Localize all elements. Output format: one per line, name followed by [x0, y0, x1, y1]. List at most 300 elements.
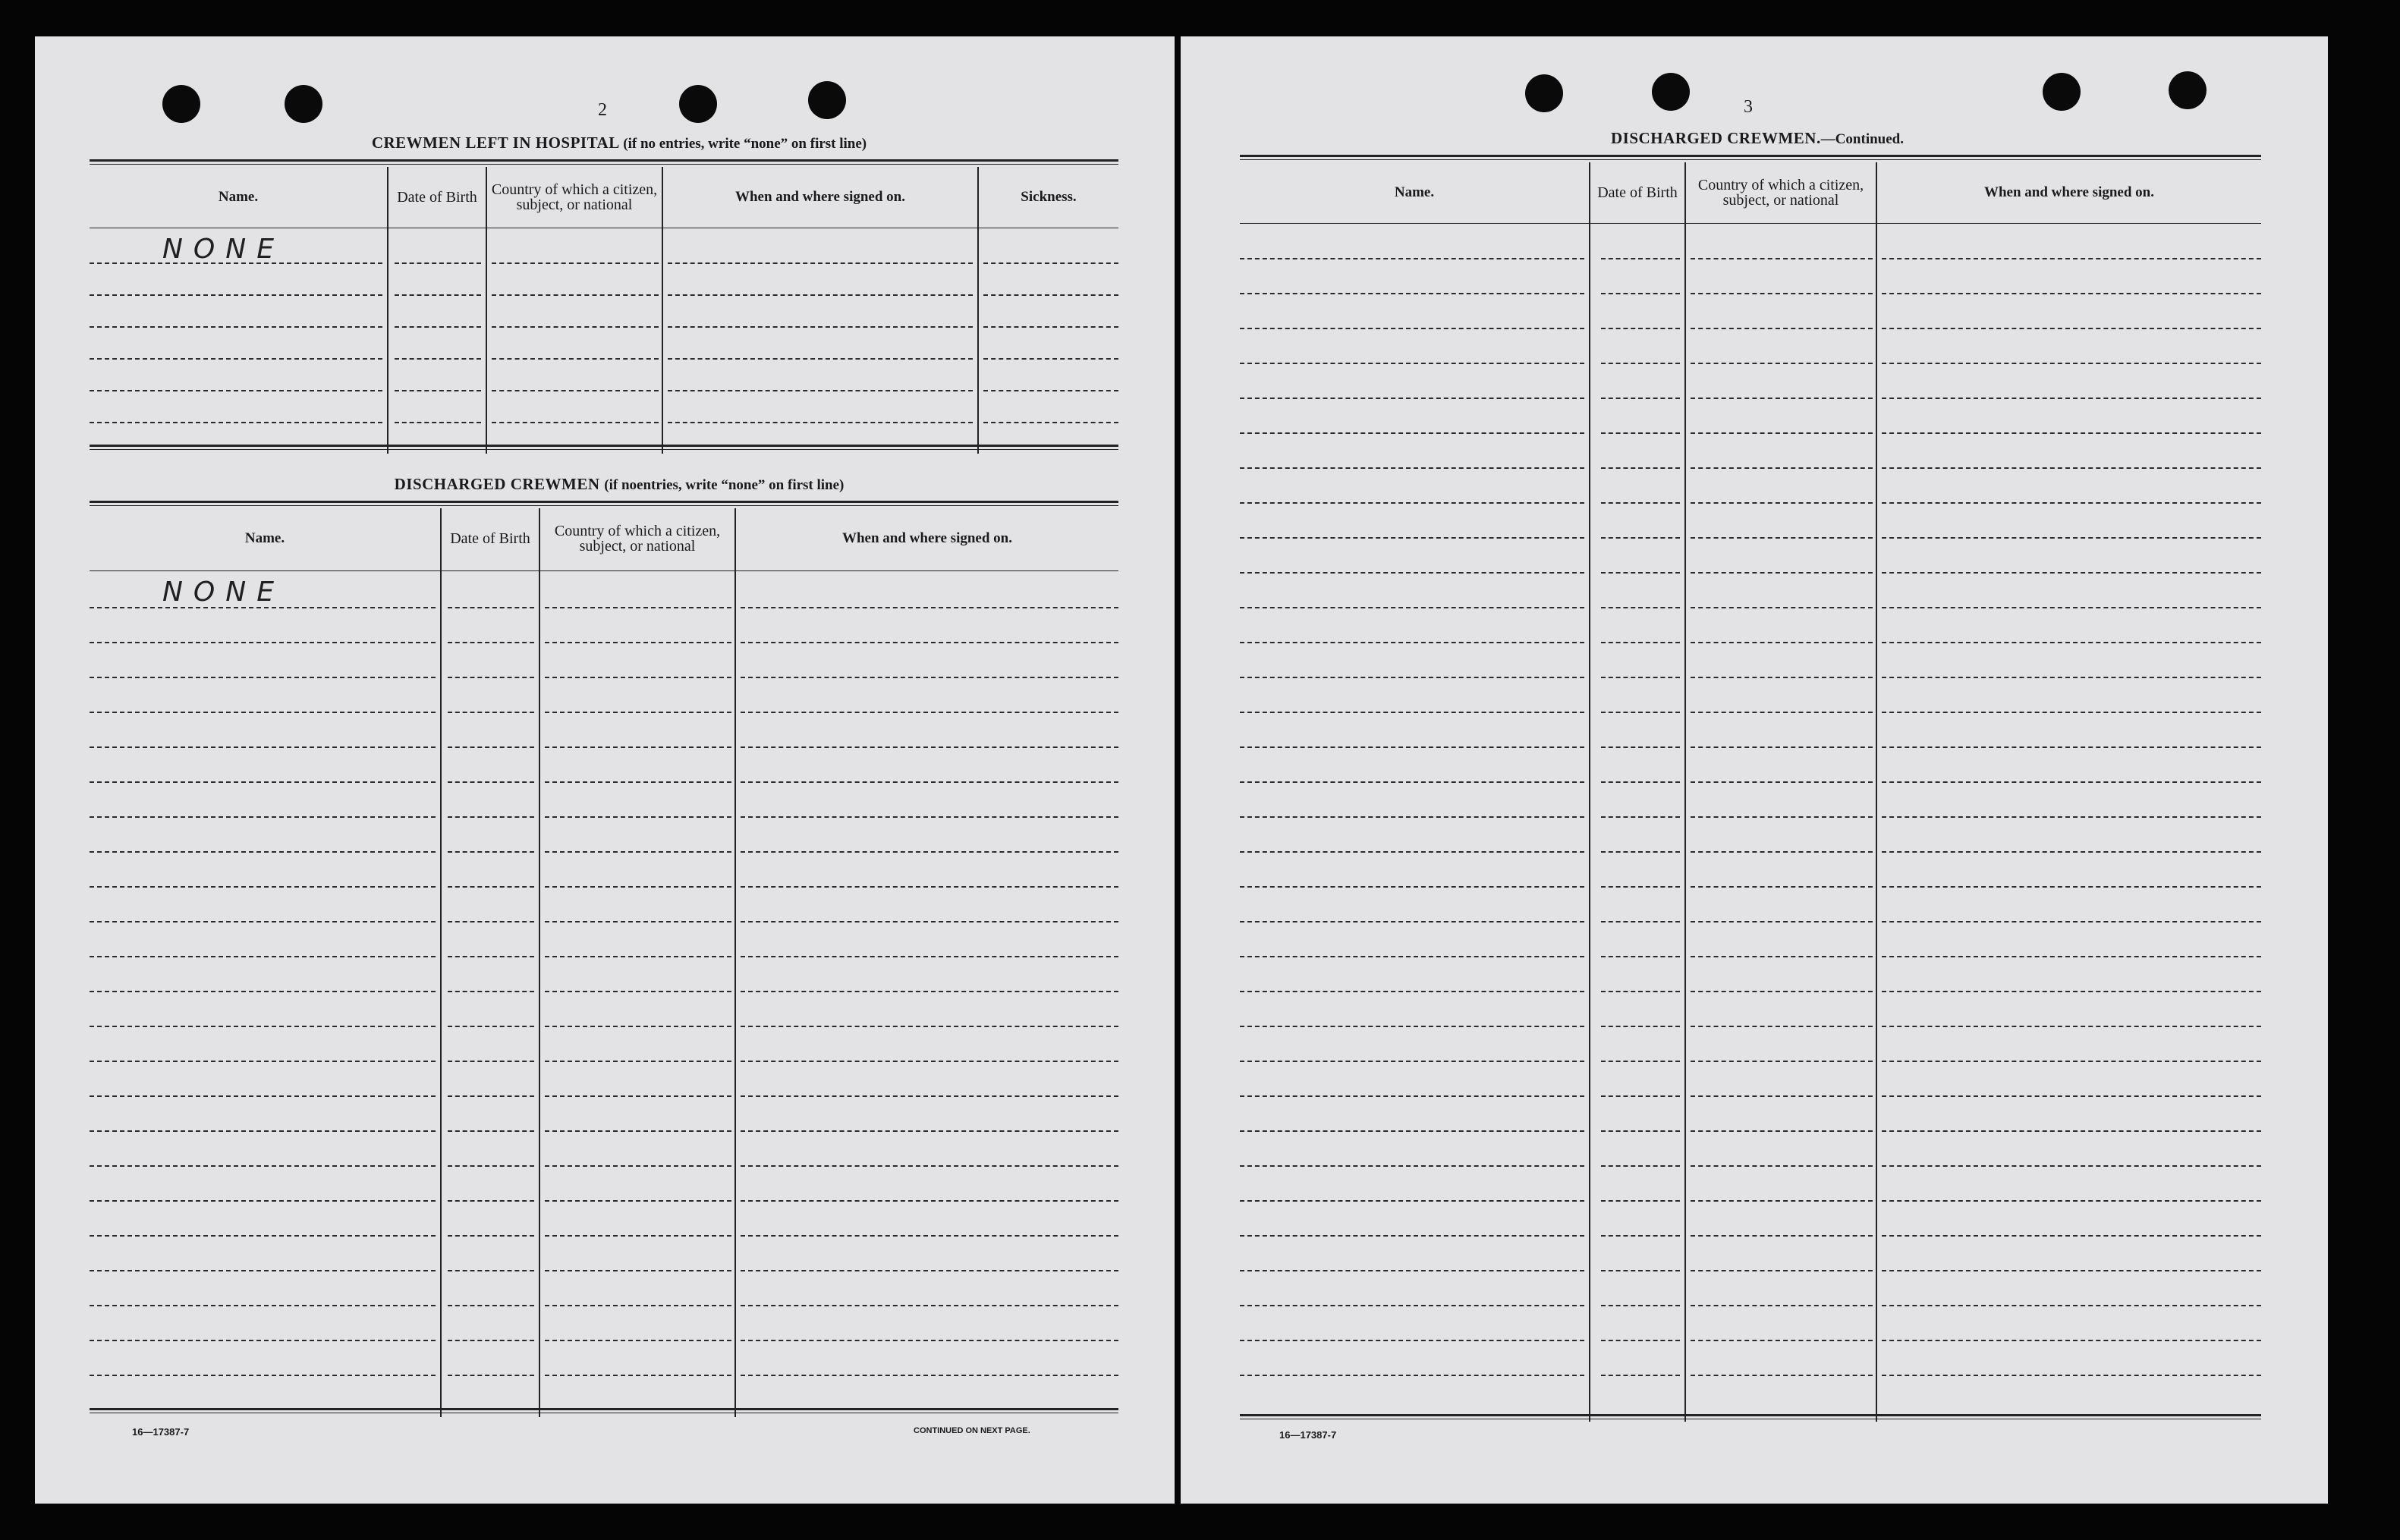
- column-divider: [734, 508, 736, 1417]
- ruled-line: [90, 712, 436, 713]
- ruled-line: [492, 390, 659, 391]
- ruled-line: [1691, 886, 1873, 888]
- ruled-line: [1601, 851, 1680, 853]
- ruled-line: [448, 1340, 534, 1341]
- column-header-signed-on: When and where signed on.: [841, 530, 1012, 546]
- hospital-subtitle-text: (if no entries, write “none” on first line): [623, 136, 867, 152]
- column-header-name: Name.: [244, 530, 285, 546]
- ruled-line: [90, 956, 436, 957]
- ruled-line: [1240, 1340, 1584, 1341]
- ruled-line: [90, 1305, 436, 1306]
- ruled-line: [1691, 956, 1873, 957]
- ruled-line: [668, 358, 973, 360]
- ruled-line: [1601, 781, 1680, 783]
- ruled-line: [90, 677, 436, 678]
- ruled-line: [1691, 1165, 1873, 1167]
- punch-hole-icon: [2169, 71, 2207, 109]
- ruled-line: [448, 1235, 534, 1237]
- ruled-line: [1240, 816, 1584, 818]
- ruled-line: [90, 816, 436, 818]
- ruled-line: [1601, 432, 1680, 434]
- ruled-line: [741, 1061, 1118, 1062]
- ruled-line: [90, 886, 436, 888]
- ruled-line: [545, 746, 731, 748]
- ruled-line: [741, 921, 1118, 922]
- ruled-line: [1691, 328, 1873, 329]
- column-header-signed-on: When and where signed on.: [734, 189, 905, 205]
- ruled-line: [90, 1340, 436, 1341]
- ruled-line: [1601, 1130, 1680, 1132]
- ruled-line: [1601, 1026, 1680, 1027]
- ruled-line: [1601, 398, 1680, 399]
- ruled-line: [1691, 712, 1873, 713]
- ruled-line: [1691, 816, 1873, 818]
- ruled-line: [448, 781, 534, 783]
- ruled-line: [492, 422, 659, 423]
- ruled-line: [1691, 572, 1873, 574]
- ruled-line: [1240, 572, 1584, 574]
- ruled-line: [1882, 1375, 2261, 1376]
- discharged-table: [90, 501, 1118, 1463]
- ruled-line: [90, 1235, 436, 1237]
- ruled-line: [545, 956, 731, 957]
- ruled-line: [545, 1061, 731, 1062]
- continued-note: CONTINUED ON NEXT PAGE.: [914, 1426, 1030, 1435]
- ruled-line: [1601, 677, 1680, 678]
- punch-hole-icon: [679, 85, 717, 123]
- ruled-line: [545, 1270, 731, 1271]
- ruled-line: [90, 781, 436, 783]
- ruled-line: [668, 262, 973, 264]
- ruled-line: [545, 1165, 731, 1167]
- ruled-line: [492, 358, 659, 360]
- ruled-line: [1882, 1026, 2261, 1027]
- ruled-line: [448, 851, 534, 853]
- ruled-line: [741, 1200, 1118, 1202]
- ruled-line: [1691, 258, 1873, 259]
- ruled-line: [395, 358, 481, 360]
- ruled-line: [90, 921, 436, 922]
- ruled-line: [90, 1130, 436, 1132]
- form-number: 16—17387-7: [132, 1426, 190, 1438]
- ruled-line: [1240, 851, 1584, 853]
- ruled-line: [741, 1130, 1118, 1132]
- ruled-line: [983, 326, 1118, 328]
- ruled-line: [90, 422, 382, 423]
- ruled-line: [1240, 1305, 1584, 1306]
- ruled-line: [90, 1200, 436, 1202]
- ruled-line: [1240, 886, 1584, 888]
- punch-hole-icon: [162, 85, 200, 123]
- ruled-line: [1882, 363, 2261, 364]
- ruled-line: [983, 294, 1118, 296]
- ruled-line: [1240, 677, 1584, 678]
- ruled-line: [1882, 293, 2261, 294]
- ruled-line: [1240, 1235, 1584, 1237]
- ruled-line: [1240, 781, 1584, 783]
- ruled-line: [1882, 1270, 2261, 1271]
- ruled-line: [448, 886, 534, 888]
- ruled-line: [1882, 851, 2261, 853]
- page-number: 2: [598, 100, 607, 120]
- ruled-line: [1601, 1200, 1680, 1202]
- ruled-line: [741, 677, 1118, 678]
- ruled-line: [1240, 467, 1584, 469]
- ruled-line: [545, 1305, 731, 1306]
- ruled-line: [1691, 607, 1873, 608]
- ruled-line: [448, 1130, 534, 1132]
- ruled-line: [1882, 677, 2261, 678]
- bottom-double-rule: [1240, 1414, 2261, 1419]
- ruled-line: [983, 390, 1118, 391]
- ruled-line: [448, 746, 534, 748]
- ruled-line: [492, 294, 659, 296]
- ruled-line: [741, 607, 1118, 608]
- ruled-line: [1882, 886, 2261, 888]
- punch-hole-icon: [2043, 73, 2081, 111]
- ruled-line: [448, 956, 534, 957]
- ruled-line: [1240, 1165, 1584, 1167]
- ruled-line: [1240, 921, 1584, 922]
- ruled-line: [545, 921, 731, 922]
- ruled-line: [1240, 1130, 1584, 1132]
- column-header-name: Name.: [218, 189, 259, 205]
- ruled-line: [545, 607, 731, 608]
- ruled-line: [1601, 816, 1680, 818]
- ruled-line: [1882, 921, 2261, 922]
- ruled-line: [1882, 712, 2261, 713]
- ruled-line: [1691, 1340, 1873, 1341]
- discharged-continued-table: [1240, 155, 2261, 1463]
- ruled-line: [1882, 328, 2261, 329]
- ruled-line: [1240, 642, 1584, 643]
- ruled-line: [1240, 328, 1584, 329]
- column-header-country: Country of which a citizen, subject, or national: [1697, 177, 1864, 209]
- ruled-line: [1601, 1305, 1680, 1306]
- page-number: 3: [1744, 97, 1753, 117]
- ruled-line: [1691, 1026, 1873, 1027]
- ruled-line: [545, 886, 731, 888]
- ruled-line: [90, 642, 436, 643]
- ruled-line: [668, 294, 973, 296]
- ruled-line: [1240, 363, 1584, 364]
- ruled-line: [545, 991, 731, 992]
- ruled-line: [1601, 956, 1680, 957]
- bottom-double-rule: [90, 445, 1118, 450]
- ruled-line: [1240, 1061, 1584, 1062]
- ruled-line: [448, 712, 534, 713]
- ruled-line: [741, 1095, 1118, 1097]
- column-divider: [1684, 162, 1686, 1422]
- punch-hole-icon: [808, 81, 846, 119]
- ruled-line: [545, 712, 731, 713]
- hospital-section-title: [88, 134, 1150, 152]
- ruled-line: [741, 991, 1118, 992]
- ruled-line: [1882, 991, 2261, 992]
- ruled-line: [741, 1375, 1118, 1376]
- ruled-line: [1601, 537, 1680, 539]
- column-divider: [440, 508, 442, 1417]
- ruled-line: [1882, 572, 2261, 574]
- ruled-line: [448, 991, 534, 992]
- ruled-line: [1240, 607, 1584, 608]
- ruled-line: [1691, 1375, 1873, 1376]
- ruled-line: [1691, 1270, 1873, 1271]
- top-double-rule: [1240, 155, 2261, 160]
- ruled-line: [1691, 677, 1873, 678]
- ruled-line: [448, 607, 534, 608]
- ruled-line: [1691, 851, 1873, 853]
- ruled-line: [1601, 1061, 1680, 1062]
- punch-hole-icon: [285, 85, 322, 123]
- ruled-line: [1882, 816, 2261, 818]
- ruled-line: [1601, 1340, 1680, 1341]
- ruled-line: [1882, 781, 2261, 783]
- ruled-line: [1691, 1061, 1873, 1062]
- ruled-line: [1691, 746, 1873, 748]
- ruled-line: [90, 991, 436, 992]
- ruled-line: [1601, 502, 1680, 504]
- continued-section-title: [1226, 129, 2288, 148]
- ruled-line: [1691, 293, 1873, 294]
- column-divider: [1876, 162, 1877, 1422]
- ruled-line: [448, 1200, 534, 1202]
- ruled-line: [1882, 1340, 2261, 1341]
- right-page: [1181, 36, 2328, 1504]
- left-page: [35, 36, 1175, 1504]
- ruled-line: [1601, 1270, 1680, 1271]
- ruled-line: [741, 781, 1118, 783]
- ruled-line: [1882, 746, 2261, 748]
- ruled-line: [1240, 537, 1584, 539]
- ruled-line: [741, 1270, 1118, 1271]
- discharged-subtitle-text: (if noentries, write “none” on first line): [604, 477, 845, 493]
- ruled-line: [1601, 572, 1680, 574]
- ruled-line: [90, 326, 382, 328]
- ruled-line: [1601, 712, 1680, 713]
- ruled-line: [1240, 956, 1584, 957]
- ruled-line: [1601, 921, 1680, 922]
- ruled-line: [1601, 293, 1680, 294]
- ruled-line: [90, 607, 436, 608]
- ruled-line: [1882, 1235, 2261, 1237]
- ruled-line: [90, 746, 436, 748]
- ruled-line: [1882, 258, 2261, 259]
- ruled-line: [1240, 1026, 1584, 1027]
- ruled-line: [741, 851, 1118, 853]
- header-rule: [90, 570, 1118, 571]
- ruled-line: [1240, 746, 1584, 748]
- ruled-line: [90, 1026, 436, 1027]
- ruled-line: [1601, 467, 1680, 469]
- ruled-line: [90, 358, 382, 360]
- ruled-line: [90, 851, 436, 853]
- ruled-line: [1882, 537, 2261, 539]
- ruled-line: [1882, 398, 2261, 399]
- ruled-line: [1601, 1375, 1680, 1376]
- ruled-line: [1691, 991, 1873, 992]
- ruled-line: [90, 1095, 436, 1097]
- ruled-line: [741, 746, 1118, 748]
- discharged-title-text: DISCHARGED CREWMEN: [394, 475, 600, 493]
- ruled-line: [1691, 781, 1873, 783]
- ruled-line: [448, 1061, 534, 1062]
- hospital-title-text: CREWMEN LEFT IN HOSPITAL: [371, 134, 619, 152]
- ruled-line: [1691, 1200, 1873, 1202]
- punch-hole-icon: [1652, 73, 1690, 111]
- ruled-line: [545, 1375, 731, 1376]
- ruled-line: [1882, 1200, 2261, 1202]
- ruled-line: [741, 816, 1118, 818]
- ruled-line: [1240, 293, 1584, 294]
- ruled-line: [448, 677, 534, 678]
- ruled-line: [545, 851, 731, 853]
- ruled-line: [1601, 642, 1680, 643]
- ruled-line: [545, 1200, 731, 1202]
- column-header-country: Country of which a citizen, subject, or national: [491, 181, 658, 213]
- ruled-line: [1601, 328, 1680, 329]
- ruled-line: [1240, 432, 1584, 434]
- ruled-line: [668, 390, 973, 391]
- ruled-line: [741, 1305, 1118, 1306]
- ruled-line: [1882, 1130, 2261, 1132]
- hospital-table: [90, 159, 1118, 489]
- top-double-rule: [90, 159, 1118, 165]
- ruled-line: [90, 1061, 436, 1062]
- ruled-line: [1882, 642, 2261, 643]
- ruled-line: [1240, 1095, 1584, 1097]
- ruled-line: [545, 1235, 731, 1237]
- ruled-line: [448, 921, 534, 922]
- column-header-date-of-birth: Date of Birth: [450, 530, 530, 547]
- ruled-line: [395, 390, 481, 391]
- ruled-line: [1691, 363, 1873, 364]
- ruled-line: [1882, 956, 2261, 957]
- ruled-line: [1882, 607, 2261, 608]
- ruled-line: [1691, 1130, 1873, 1132]
- ruled-line: [545, 677, 731, 678]
- ruled-line: [1240, 712, 1584, 713]
- ruled-line: [492, 262, 659, 264]
- ruled-line: [1601, 746, 1680, 748]
- ruled-line: [1240, 1375, 1584, 1376]
- column-header-date-of-birth: Date of Birth: [1597, 184, 1678, 201]
- ruled-line: [741, 1340, 1118, 1341]
- ruled-line: [90, 390, 382, 391]
- ruled-line: [1601, 1095, 1680, 1097]
- discharged-section-title: [88, 475, 1150, 494]
- ruled-line: [983, 422, 1118, 423]
- ruled-line: [1691, 502, 1873, 504]
- ruled-line: [741, 642, 1118, 643]
- ruled-line: [1691, 398, 1873, 399]
- ruled-line: [1601, 607, 1680, 608]
- ruled-line: [90, 1270, 436, 1271]
- column-header-sickness: Sickness.: [1021, 189, 1077, 205]
- ruled-line: [1691, 642, 1873, 643]
- ruled-line: [1691, 467, 1873, 469]
- ruled-line: [983, 358, 1118, 360]
- ruled-line: [545, 816, 731, 818]
- ruled-line: [448, 1165, 534, 1167]
- ruled-line: [448, 1305, 534, 1306]
- ruled-line: [1601, 258, 1680, 259]
- ruled-line: [448, 1375, 534, 1376]
- column-header-signed-on: When and where signed on.: [1983, 184, 2154, 200]
- ruled-line: [448, 816, 534, 818]
- continued-title-text: DISCHARGED CREWMEN.: [1611, 129, 1821, 147]
- ruled-line: [983, 262, 1118, 264]
- column-header-date-of-birth: Date of Birth: [397, 189, 477, 206]
- ruled-line: [1882, 1061, 2261, 1062]
- continued-suffix-text: —Continued.: [1820, 131, 1904, 147]
- ruled-line: [1240, 991, 1584, 992]
- ruled-line: [1882, 467, 2261, 469]
- ruled-line: [741, 1165, 1118, 1167]
- ruled-line: [448, 1095, 534, 1097]
- ruled-line: [1691, 537, 1873, 539]
- ruled-line: [545, 1026, 731, 1027]
- ruled-line: [545, 781, 731, 783]
- punch-hole-icon: [1525, 74, 1563, 112]
- column-header-country: Country of which a citizen, subject, or national: [554, 523, 721, 555]
- ruled-line: [448, 1026, 534, 1027]
- ruled-line: [1240, 258, 1584, 259]
- ruled-line: [1882, 1095, 2261, 1097]
- form-number: 16—17387-7: [1279, 1429, 1337, 1441]
- column-divider: [539, 508, 540, 1417]
- ruled-line: [1240, 1200, 1584, 1202]
- ruled-line: [668, 326, 973, 328]
- ruled-line: [395, 422, 481, 423]
- ruled-line: [1882, 432, 2261, 434]
- ruled-line: [741, 1026, 1118, 1027]
- ruled-line: [395, 262, 481, 264]
- ruled-line: [545, 1130, 731, 1132]
- ruled-line: [1691, 1095, 1873, 1097]
- ruled-line: [1240, 398, 1584, 399]
- top-double-rule: [90, 501, 1118, 506]
- ruled-line: [1691, 921, 1873, 922]
- ruled-line: [545, 1095, 731, 1097]
- ruled-line: [1882, 1305, 2261, 1306]
- ruled-line: [1601, 363, 1680, 364]
- ruled-line: [1601, 991, 1680, 992]
- ruled-line: [1691, 1305, 1873, 1306]
- ruled-line: [741, 886, 1118, 888]
- ruled-line: [741, 712, 1118, 713]
- ruled-line: [1601, 1235, 1680, 1237]
- ruled-line: [741, 1235, 1118, 1237]
- ruled-line: [492, 326, 659, 328]
- ruled-line: [395, 294, 481, 296]
- ruled-line: [448, 1270, 534, 1271]
- ruled-line: [90, 294, 382, 296]
- ruled-line: [90, 262, 382, 264]
- ruled-line: [1882, 502, 2261, 504]
- handwritten-entry: NONE: [162, 577, 285, 608]
- header-rule: [1240, 223, 2261, 224]
- ruled-line: [545, 1340, 731, 1341]
- ruled-line: [668, 422, 973, 423]
- ruled-line: [1240, 1270, 1584, 1271]
- ruled-line: [448, 642, 534, 643]
- ruled-line: [1240, 502, 1584, 504]
- ruled-line: [1601, 886, 1680, 888]
- ruled-line: [1601, 1165, 1680, 1167]
- ruled-line: [545, 642, 731, 643]
- ruled-line: [90, 1165, 436, 1167]
